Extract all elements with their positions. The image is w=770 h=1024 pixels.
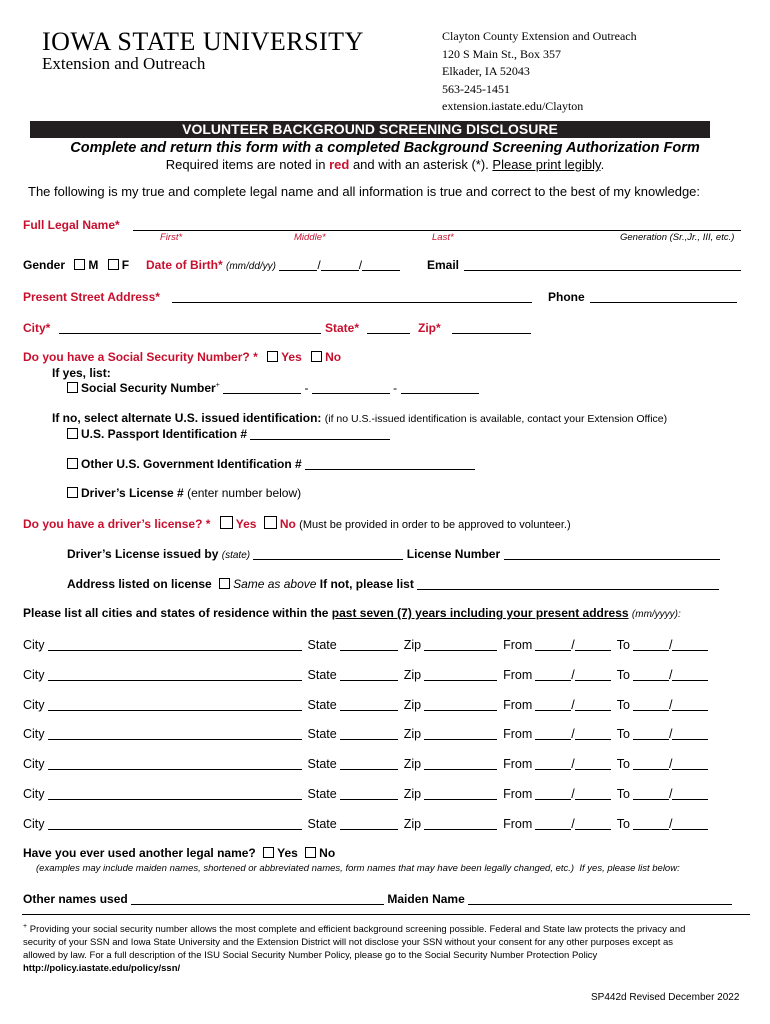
address-line: extension.iastate.edu/Clayton <box>442 99 584 113</box>
city-field[interactable] <box>59 321 321 334</box>
gender-group <box>23 258 129 272</box>
residence-state-field[interactable] <box>340 757 398 770</box>
residence-from-year-field[interactable] <box>575 727 611 740</box>
footnote-rule <box>22 914 750 915</box>
date-separator: / <box>571 727 575 742</box>
full-name-field[interactable] <box>133 218 741 231</box>
gender-m-checkbox[interactable] <box>74 259 85 270</box>
license-number-field[interactable] <box>504 547 720 560</box>
ssn-question <box>23 350 341 364</box>
required-note-end: . <box>600 157 605 172</box>
form-subtitle: Complete and return this form with a completed Background Screening Authorization Form <box>70 140 700 156</box>
residence-from-month-field[interactable] <box>535 787 571 800</box>
other-id-checkbox[interactable] <box>67 458 78 469</box>
date-separator: / <box>571 638 575 652</box>
email-field[interactable] <box>464 258 741 271</box>
residence-from-year-field[interactable] <box>575 787 611 800</box>
other-id-label: Other U.S. Government Identification # <box>81 457 302 471</box>
required-note <box>0 157 770 172</box>
residence-to-year-field[interactable] <box>672 757 708 770</box>
residence-city-field[interactable] <box>48 638 302 651</box>
required-note-pre: Required items are noted in <box>165 157 330 172</box>
maiden-name-label: Maiden Name <box>387 892 465 906</box>
date-separator: / <box>571 667 575 682</box>
date-separator: / <box>571 787 575 801</box>
residence-city-label: City <box>23 757 45 772</box>
residence-to-year-field[interactable] <box>672 638 708 651</box>
passport-field[interactable] <box>250 427 390 440</box>
residence-to-month-field[interactable] <box>633 727 669 740</box>
residence-heading-pre: Please list all cities and states of residence within the <box>23 606 332 620</box>
intro-statement: The following is my true and complete legal name and all information is true and correct to the best of my knowledge: <box>28 184 701 199</box>
other-name-no-checkbox[interactable] <box>305 847 316 858</box>
residence-zip-label: Zip <box>403 697 422 712</box>
date-separator: / <box>668 697 673 712</box>
residence-city-label: City <box>23 787 45 801</box>
residence-state-field[interactable] <box>340 698 398 711</box>
other-names-field[interactable] <box>131 892 384 905</box>
residence-zip-field[interactable] <box>424 698 497 711</box>
residence-to-year-field[interactable] <box>672 727 708 740</box>
full-name-label: Full Legal Name* <box>23 218 120 232</box>
gender-f-checkbox[interactable] <box>108 259 119 270</box>
residence-to-label: To <box>616 727 630 742</box>
required-note-red: red <box>329 157 350 172</box>
generation-hint: Generation (Sr.,Jr., III, etc.) <box>620 232 735 243</box>
license-state-hint: (state) <box>221 550 251 561</box>
dl-label: Driver’s License # <box>81 486 184 500</box>
residence-from-month-field[interactable] <box>535 698 571 711</box>
residence-to-month-field[interactable] <box>633 757 669 770</box>
residence-from-year-field[interactable] <box>575 817 611 830</box>
dob-format: (mm/dd/yy) <box>226 261 277 272</box>
residence-to-label: To <box>616 757 630 772</box>
address-line: Clayton County Extension and Outreach <box>442 29 637 43</box>
dob-label: Date of Birth* <box>146 258 223 272</box>
residence-row <box>23 668 708 682</box>
residence-zip-label: Zip <box>403 816 422 831</box>
other-names-label: Other names used <box>23 892 128 906</box>
residence-city-label: City <box>23 638 45 652</box>
ssn-if-yes: If yes, list: <box>52 366 111 380</box>
residence-zip-label: Zip <box>403 787 422 801</box>
residence-state-field[interactable] <box>340 727 398 740</box>
residence-zip-field[interactable] <box>424 727 497 740</box>
residence-state-field[interactable] <box>340 638 398 651</box>
residence-heading-underlined: past seven (7) years including your present address <box>331 606 629 620</box>
other-id-field[interactable] <box>305 457 475 470</box>
date-separator: / <box>571 757 575 772</box>
ssn-part3-field[interactable] <box>401 381 479 394</box>
office-address <box>442 28 637 116</box>
license-issued-row <box>67 547 720 561</box>
residence-to-label: To <box>616 638 630 652</box>
required-note-link: Please print legibly <box>492 157 601 172</box>
footnote-link[interactable]: http://policy.iastate.edu/policy/ssn/ <box>23 963 181 975</box>
same-address-checkbox[interactable] <box>219 578 230 589</box>
residence-city-field[interactable] <box>48 698 302 711</box>
residence-from-year-field[interactable] <box>575 698 611 711</box>
city-label: City* <box>23 321 51 335</box>
passport-row <box>67 427 390 441</box>
other-name-question <box>23 846 335 860</box>
dob-day-field[interactable] <box>321 258 359 271</box>
residence-state-label: State <box>307 697 337 712</box>
dob-group: Date of Birth* (mm/dd/yy) / / <box>146 258 400 272</box>
form-id: SP442d Revised December 2022 <box>591 992 740 1003</box>
other-id-row <box>67 457 475 471</box>
residence-from-month-field[interactable] <box>535 757 571 770</box>
residence-row <box>23 638 708 652</box>
license-no-label: No <box>279 517 296 531</box>
other-name-yes-label: Yes <box>277 846 298 860</box>
footnote-line <box>23 920 685 936</box>
residence-zip-field[interactable] <box>424 757 497 770</box>
residence-zip-field[interactable] <box>424 787 497 800</box>
license-yes-checkbox[interactable] <box>220 516 233 529</box>
residence-zip-label: Zip <box>403 638 422 652</box>
license-question <box>23 516 571 531</box>
date-separator: / <box>668 787 673 801</box>
state-field[interactable] <box>367 321 410 334</box>
residence-city-field[interactable] <box>48 817 302 830</box>
footnote <box>23 920 685 975</box>
form-banner: VOLUNTEER BACKGROUND SCREENING DISCLOSURE <box>30 121 710 138</box>
residence-state-field[interactable] <box>340 787 398 800</box>
residence-from-year-field[interactable] <box>575 638 611 651</box>
ssn-row: Social Security Number+ - - <box>67 381 479 395</box>
residence-from-label: From <box>503 816 533 831</box>
gender-f-label: F <box>121 258 130 272</box>
license-yes-label: Yes <box>235 517 257 531</box>
residence-row <box>23 698 708 712</box>
address-line: 563-245-1451 <box>442 81 510 96</box>
residence-to-label: To <box>616 787 630 801</box>
date-separator: / <box>668 816 673 831</box>
ssn-checkbox[interactable] <box>67 382 78 393</box>
phone-label: Phone <box>548 290 585 304</box>
residence-to-month-field[interactable] <box>633 668 669 681</box>
residence-to-month-field[interactable] <box>633 817 669 830</box>
residence-from-month-field[interactable] <box>535 817 571 830</box>
residence-from-label: From <box>503 667 533 682</box>
date-separator: / <box>668 727 673 742</box>
other-names-row <box>23 892 732 906</box>
residence-from-month-field[interactable] <box>535 638 571 651</box>
residence-city-field[interactable] <box>48 757 302 770</box>
phone-field[interactable] <box>590 290 737 303</box>
isu-logo <box>42 28 364 73</box>
alt-id-title: If no, select alternate U.S. issued identification: <box>52 411 322 425</box>
footnote-text2: security of your SSN and Iowa State University and the Extension District will not disclose your SSN without your consent for any other purposes except as <box>23 937 674 949</box>
state-label: State* <box>325 321 360 335</box>
residence-row <box>23 787 708 801</box>
residence-to-label: To <box>616 816 630 831</box>
license-address-label: Address listed on license <box>67 577 212 591</box>
residence-to-year-field[interactable] <box>672 817 708 830</box>
license-state-field[interactable] <box>253 547 403 560</box>
residence-from-label: From <box>503 697 533 712</box>
other-name-examples-text: (examples may include maiden names, shortened or abbreviated names, form names that may have been legally changed, etc.) <box>36 863 575 874</box>
residence-from-year-field[interactable] <box>575 757 611 770</box>
license-no-checkbox[interactable] <box>264 516 277 529</box>
license-number-label: License Number <box>406 547 501 561</box>
residence-to-year-field[interactable] <box>672 668 708 681</box>
residence-to-label: To <box>616 667 630 682</box>
middle-name-hint: Middle* <box>294 232 326 243</box>
address-line: Elkader, IA 52043 <box>442 64 530 78</box>
alt-id-note: (if no U.S.-issued identification is available, contact your Extension Office) <box>324 413 668 425</box>
ssn-label: Social Security Number <box>81 381 216 395</box>
residence-city-field[interactable] <box>48 727 302 740</box>
address-line: 120 S Main St., Box 357 <box>442 46 562 61</box>
residence-zip-field[interactable] <box>424 638 497 651</box>
residence-city-label: City <box>23 727 45 742</box>
date-separator: / <box>571 816 575 831</box>
ssn-footnote-mark: + <box>215 382 220 389</box>
residence-to-year-field[interactable] <box>672 787 708 800</box>
residence-zip-label: Zip <box>403 667 422 682</box>
residence-from-year-field[interactable] <box>575 668 611 681</box>
residence-zip-field[interactable] <box>424 668 497 681</box>
logo-title: IOWA STATE UNIVERSITY <box>42 27 364 56</box>
street-field[interactable] <box>172 290 532 303</box>
dob-month-field[interactable] <box>279 258 317 271</box>
residence-state-field[interactable] <box>340 668 398 681</box>
residence-city-label: City <box>23 697 45 712</box>
date-separator: / <box>668 638 673 652</box>
date-separator: / <box>571 697 575 712</box>
residence-to-month-field[interactable] <box>633 638 669 651</box>
ssn-no-checkbox[interactable] <box>311 351 322 362</box>
residence-city-field[interactable] <box>48 668 302 681</box>
other-name-no-label: No <box>319 846 336 860</box>
ssn-part2-field[interactable] <box>312 381 390 394</box>
required-note-mid: and with an asterisk (*). <box>349 157 493 172</box>
residence-row <box>23 817 708 831</box>
residence-from-label: From <box>503 638 533 652</box>
residence-state-label: State <box>307 667 337 682</box>
residence-city-label: City <box>23 667 45 682</box>
residence-hint: (mm/yyyy): <box>631 609 681 620</box>
passport-checkbox[interactable] <box>67 428 78 439</box>
ssn-yes-checkbox[interactable] <box>267 351 278 362</box>
residence-state-label: State <box>307 816 337 831</box>
residence-row <box>23 757 708 771</box>
first-name-hint: First* <box>160 232 183 243</box>
residence-to-month-field[interactable] <box>633 698 669 711</box>
email-label: Email <box>427 258 460 272</box>
residence-from-label: From <box>503 757 533 772</box>
maiden-name-field[interactable] <box>468 892 732 905</box>
residence-zip-label: Zip <box>403 727 422 742</box>
residence-from-label: From <box>503 727 533 742</box>
other-name-if-yes: If yes, please list below: <box>579 863 680 874</box>
footnote-text1: Providing your social security number allows the most complete and efficient background screening possible. Federal and State law protects the privacy and <box>29 924 686 936</box>
last-name-hint: Last* <box>432 232 454 243</box>
ssn-question-text: Do you have a Social Security Number? * <box>23 350 258 364</box>
footnote-text3: allowed by law. For a full description of the ISU Social Security Number Policy, please go to the Social Security Number Protection Policy <box>23 950 598 962</box>
zip-field[interactable] <box>452 321 531 334</box>
residence-from-label: From <box>503 787 533 801</box>
other-name-yes-checkbox[interactable] <box>263 847 274 858</box>
license-question-text: Do you have a driver’s license? * <box>23 517 211 531</box>
residence-state-label: State <box>307 757 337 772</box>
footnote-mark: + <box>23 923 28 930</box>
residence-zip-field[interactable] <box>424 817 497 830</box>
dl-checkbox[interactable] <box>67 487 78 498</box>
other-name-question-text: Have you ever used another legal name? <box>23 846 256 860</box>
license-address-row <box>67 577 719 591</box>
alt-id-heading <box>52 411 667 425</box>
ssn-part1-field[interactable] <box>223 381 301 394</box>
ssn-yes-label: Yes <box>281 350 302 364</box>
residence-state-label: State <box>307 727 337 742</box>
residence-state-label: State <box>307 787 337 801</box>
dl-number-row <box>67 486 301 500</box>
residence-city-label: City <box>23 816 45 831</box>
dl-note: (enter number below) <box>187 486 302 500</box>
gender-label: Gender <box>23 258 66 272</box>
license-if-not-label: If not, please list <box>319 577 414 591</box>
logo-subtitle: Extension and Outreach <box>42 54 206 73</box>
license-issued-label: Driver’s License issued by <box>67 547 219 561</box>
residence-to-year-field[interactable] <box>672 698 708 711</box>
license-address-field[interactable] <box>417 577 719 590</box>
ssn-no-label: No <box>325 350 342 364</box>
residence-from-month-field[interactable] <box>535 727 571 740</box>
same-address-label: Same as above <box>233 577 317 591</box>
residence-state-field[interactable] <box>340 817 398 830</box>
residence-to-month-field[interactable] <box>633 787 669 800</box>
date-separator: / <box>668 757 673 772</box>
residence-heading <box>23 606 681 620</box>
residence-to-label: To <box>616 697 630 712</box>
date-separator: / <box>668 667 673 682</box>
residence-from-month-field[interactable] <box>535 668 571 681</box>
residence-row <box>23 727 708 741</box>
residence-state-label: State <box>307 638 337 652</box>
other-name-examples <box>36 863 680 874</box>
residence-zip-label: Zip <box>403 757 422 772</box>
gender-m-label: M <box>88 258 99 272</box>
zip-label: Zip* <box>418 321 441 335</box>
street-label: Present Street Address* <box>23 290 160 304</box>
dob-year-field[interactable] <box>362 258 400 271</box>
license-note: (Must be provided in order to be approved to volunteer.) <box>299 519 571 531</box>
residence-city-field[interactable] <box>48 787 302 800</box>
passport-label: U.S. Passport Identification # <box>81 427 248 441</box>
